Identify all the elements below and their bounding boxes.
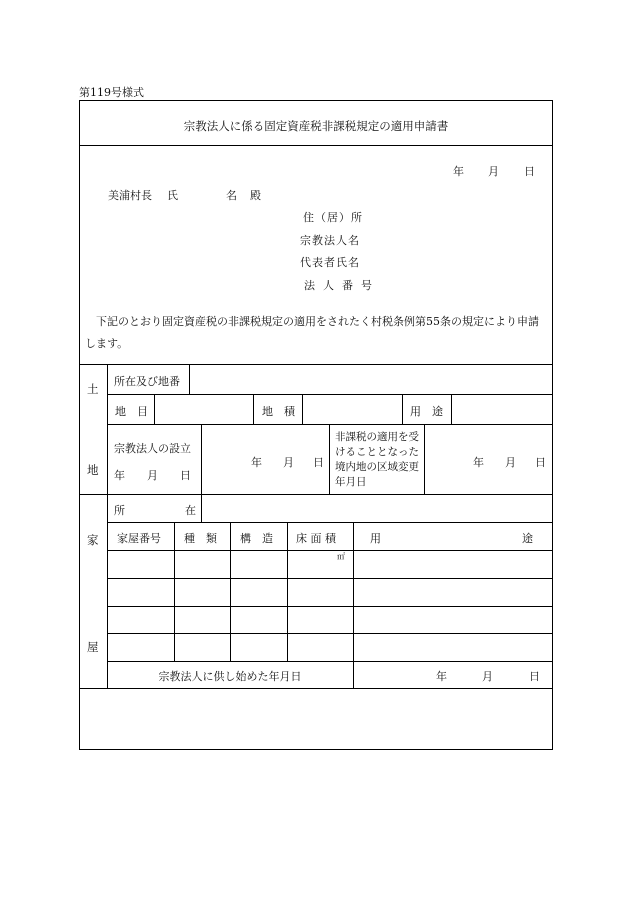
declaration-text: 下記のとおり固定資産税の非課税規定の適用をされたく村税条例第55条の規定により申請します。 <box>85 315 539 350</box>
land-r2-d3 <box>302 394 303 424</box>
land-r2-d5 <box>451 394 452 424</box>
house-col-structure: 構 造 <box>240 532 273 545</box>
house-section-top <box>79 494 553 495</box>
house-start-year: 年 <box>436 670 447 683</box>
header-year-label: 年 <box>453 165 464 178</box>
house-col-floor-area: 床 面 積 <box>296 532 336 545</box>
house-row1-bottom <box>107 578 553 579</box>
house-col-d2 <box>230 522 231 661</box>
house-row2-bottom <box>107 606 553 607</box>
land-change-year-2: 年 <box>473 456 484 469</box>
land-loc-divider <box>189 364 190 394</box>
house-start-label: 宗教法人に供し始めた年月日 <box>158 670 302 683</box>
house-col-use-b: 途 <box>522 532 533 545</box>
house-side-label-bottom: 屋 <box>87 640 99 654</box>
land-r2-d2 <box>253 394 254 424</box>
addressee-mayor: 美浦村長 <box>108 189 152 202</box>
land-change-day: 日 <box>313 456 324 469</box>
house-col-use-a: 用 <box>370 532 381 545</box>
house-start-month: 月 <box>482 670 493 683</box>
land-chimoku-label: 地 目 <box>115 405 148 418</box>
land-established-label: 宗教法人の設立 <box>114 442 191 455</box>
land-change-day-2: 日 <box>535 456 546 469</box>
land-side-divider <box>107 364 108 494</box>
land-change-year: 年 <box>251 456 262 469</box>
house-start-day: 日 <box>529 670 540 683</box>
land-row1-bottom <box>107 394 553 395</box>
form-title: 宗教法人に係る固定資産税非課税規定の適用申請書 <box>183 119 449 133</box>
land-change-month: 月 <box>283 456 294 469</box>
land-side-label-bottom: 地 <box>87 463 99 477</box>
house-row4-bottom <box>107 661 553 662</box>
land-change-month-2: 月 <box>505 456 516 469</box>
land-r2-d4 <box>402 394 403 424</box>
form-number: 第119号様式 <box>79 86 144 99</box>
header-month-label: 月 <box>488 165 499 178</box>
applicant-address-label: 住（居）所 <box>303 211 363 224</box>
notes-area-top <box>79 688 553 689</box>
land-location-label: 所在及び地番 <box>114 375 180 388</box>
addressee-shi: 氏 <box>167 189 178 202</box>
applicant-corp-number-label: 法人番号 <box>304 279 380 292</box>
house-loc-divider <box>201 494 202 522</box>
applicant-corp-name-label: 宗教法人名 <box>300 234 360 247</box>
house-col-d3 <box>287 522 288 661</box>
addressee-mei: 名 <box>226 189 237 202</box>
house-side-divider <box>107 494 108 688</box>
land-r2-d1 <box>154 394 155 424</box>
land-side-label-top: 土 <box>87 382 99 396</box>
land-r3-d1 <box>201 424 202 494</box>
land-r3-d2 <box>329 424 330 494</box>
land-change-date-label: 非課税の適用を受けることとなった境内地の区域変更年月日 <box>335 431 419 488</box>
house-col-type: 種 類 <box>184 532 217 545</box>
title-divider <box>79 145 553 146</box>
addressee-dono: 殿 <box>250 189 261 202</box>
land-area-label: 地 積 <box>262 405 295 418</box>
applicant-representative-label: 代表者氏名 <box>300 256 360 269</box>
land-use-label: 用 途 <box>410 405 443 418</box>
land-r3-d3 <box>424 424 425 494</box>
header-day-label: 日 <box>524 165 535 178</box>
house-row3-bottom <box>107 633 553 634</box>
house-side-label-top: 家 <box>87 533 99 547</box>
house-col-d4 <box>353 522 354 688</box>
house-col-d1 <box>174 522 175 661</box>
house-col-number: 家屋番号 <box>117 532 161 545</box>
land-section-top <box>79 364 553 365</box>
house-location-label: 所 <box>114 504 125 517</box>
floor-area-unit: ㎡ <box>337 552 345 561</box>
land-established-date: 年 月 日 <box>114 469 191 482</box>
land-row2-bottom <box>107 424 553 425</box>
house-header-bottom <box>107 550 553 551</box>
house-location-label-2: 在 <box>185 504 196 517</box>
